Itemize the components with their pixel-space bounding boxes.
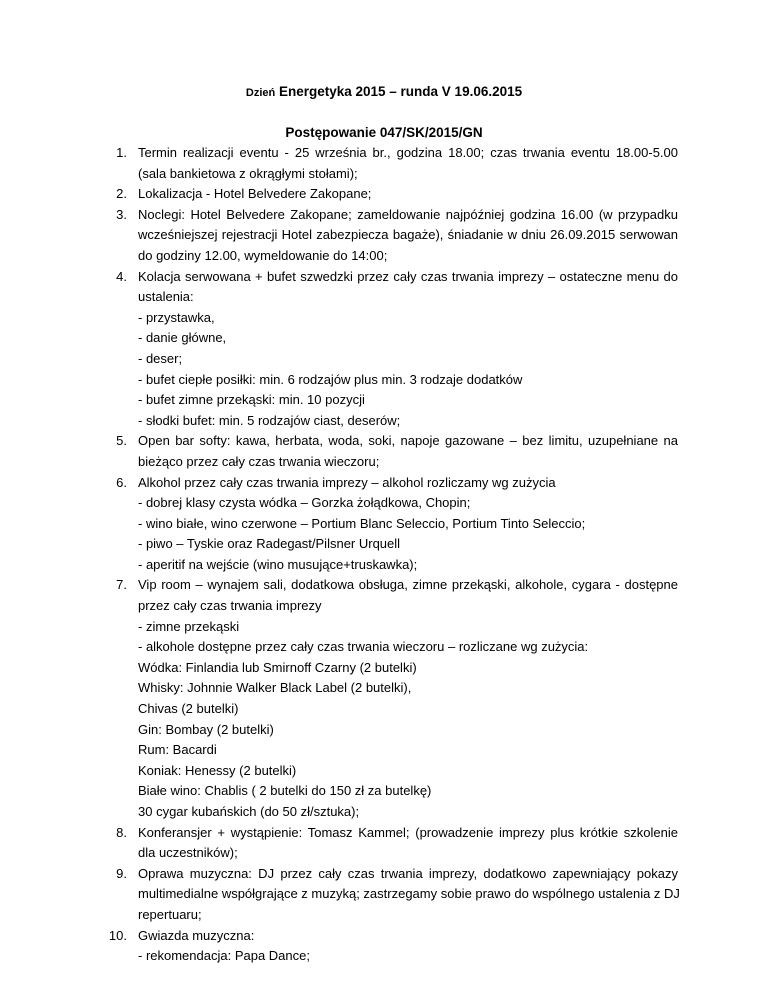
list-item-line: przez cały czas trwania imprezy xyxy=(138,598,322,614)
list-item-line: - słodki bufet: min. 5 rodzajów ciast, deserów; xyxy=(138,412,401,428)
list-item-line: - bufet zimne przekąski: min. 10 pozycji xyxy=(138,392,365,408)
list-item-line: do godziny 12.00, wymeldowanie do 14:00; xyxy=(138,247,388,263)
list-item-line: - aperitif na wejście (wino musujące+truskawka); xyxy=(138,556,418,572)
list-item-number: 4. xyxy=(116,268,127,284)
list-item-line: bieżąco przez cały czas trwania wieczoru; xyxy=(138,453,380,469)
list-item xyxy=(0,575,678,822)
list-item-line: ustalenia: xyxy=(138,289,194,305)
list-item xyxy=(0,823,678,864)
list-item-line: Termin realizacji eventu - 25 września br., godzina 18.00; czas trwania eventu 18.00-5.00 xyxy=(138,145,678,160)
list-item-line: multimedialne współgrające z muzyką; zastrzegamy sobie prawo do wspólnego ustalenia z DJ xyxy=(138,886,680,902)
list-item-line: Koniak: Henessy (2 butelki) xyxy=(138,762,297,778)
list-item-line: Białe wino: Chablis ( 2 butelki do 150 zł za butelkę) xyxy=(138,783,432,799)
list-item-line: - zimne przekąski xyxy=(138,618,240,634)
list-item-line: wcześniejszej rejestracji Hotel zabezpiecza bagaże), śniadanie w dniu 26.09.2015 serwowan xyxy=(138,227,678,243)
list-item xyxy=(0,143,678,184)
list-item-line: - danie główne, xyxy=(138,330,227,346)
list-item-line: Kolacja serwowana + bufet szwedzki przez cały czas trwania imprezy – ostateczne menu do xyxy=(138,268,678,284)
list-item-line: - alkohole dostępne przez cały czas trwania wieczoru – rozliczane wg zużycia: xyxy=(138,639,589,655)
list-item xyxy=(0,184,678,205)
list-item-line: Wódka: Finlandia lub Smirnoff Czarny (2 butelki) xyxy=(138,659,417,675)
list-item-number: 2. xyxy=(116,186,127,202)
list-item-line: Gin: Bombay (2 butelki) xyxy=(138,721,274,737)
requirements-list xyxy=(0,143,678,967)
list-item-number: 8. xyxy=(116,824,127,840)
list-item-line: - deser; xyxy=(138,350,183,366)
list-item-line: Whisky: Johnnie Walker Black Label (2 butelki), xyxy=(138,680,412,696)
list-item xyxy=(0,267,678,432)
list-item-number: 5. xyxy=(116,433,127,449)
list-item-line: Alkohol przez cały czas trwania imprezy – alkohol rozliczamy wg zużycia xyxy=(138,474,556,490)
list-item-number: 10. xyxy=(108,927,127,943)
list-item-line: dla uczestników); xyxy=(138,845,238,861)
list-item xyxy=(0,205,678,267)
list-item-line: Vip room – wynajem sali, dodatkowa obsługa, zimne przekąski, alkohole, cygara - dostępne xyxy=(138,577,678,593)
list-item-line: - dobrej klasy czysta wódka – Gorzka żołądkowa, Chopin; xyxy=(138,495,471,511)
list-item-line: Gwiazda muzyczna: xyxy=(138,927,255,943)
list-item-number: 6. xyxy=(116,474,127,490)
list-item-line: - piwo – Tyskie oraz Radegast/Pilsner Urquell xyxy=(138,536,401,552)
list-item-line: (sala bankietowa z okrągłymi stołami); xyxy=(138,165,358,181)
list-item-number: 3. xyxy=(116,206,127,222)
list-item-number: 9. xyxy=(116,865,127,881)
document-title xyxy=(0,83,768,102)
document-subtitle: Postępowanie 047/SK/2015/GN xyxy=(285,125,483,140)
list-item-line: Konferansjer + wystąpienie: Tomasz Kammel; (prowadzenie imprezy plus krótkie szkolenie xyxy=(138,824,678,840)
list-item-line: Noclegi: Hotel Belvedere Zakopane; zameldowanie najpóźniej godzina 16.00 (w przypadku xyxy=(138,206,678,222)
list-item xyxy=(0,473,678,576)
list-item-line: - przystawka, xyxy=(138,309,215,325)
list-item-line: - bufet ciepłe posiłki: min. 6 rodzajów plus min. 3 rodzaje dodatków xyxy=(138,371,523,387)
list-item-line: 30 cygar kubańskich (do 50 zł/sztuka); xyxy=(138,804,360,819)
list-item-number: 7. xyxy=(116,577,127,593)
list-item xyxy=(0,926,678,967)
list-item-line: Open bar softy: kawa, herbata, woda, soki, napoje gazowane – bez limitu, uzupełniane na xyxy=(138,433,678,449)
list-item-number: 1. xyxy=(116,145,127,160)
list-item-line: - rekomendacja: Papa Dance; xyxy=(138,948,310,964)
list-item-line: repertuaru; xyxy=(138,906,202,922)
list-item-line: - wino białe, wino czerwone – Portium Blanc Seleccio, Portium Tinto Seleccio; xyxy=(138,515,586,531)
list-item xyxy=(0,864,678,926)
list-item-line: Rum: Bacardi xyxy=(138,742,217,758)
list-item-line: Chivas (2 butelki) xyxy=(138,701,239,717)
title-word: Dzień xyxy=(245,87,276,99)
list-item xyxy=(0,431,678,472)
list-item-line: Lokalizacja - Hotel Belvedere Zakopane; xyxy=(138,186,372,202)
list-item-line: Oprawa muzyczna: DJ przez cały czas trwania imprezy, dodatkowo zapewniający pokazy xyxy=(138,865,678,881)
title-rest: Energetyka 2015 – runda V 19.06.2015 xyxy=(275,84,523,99)
